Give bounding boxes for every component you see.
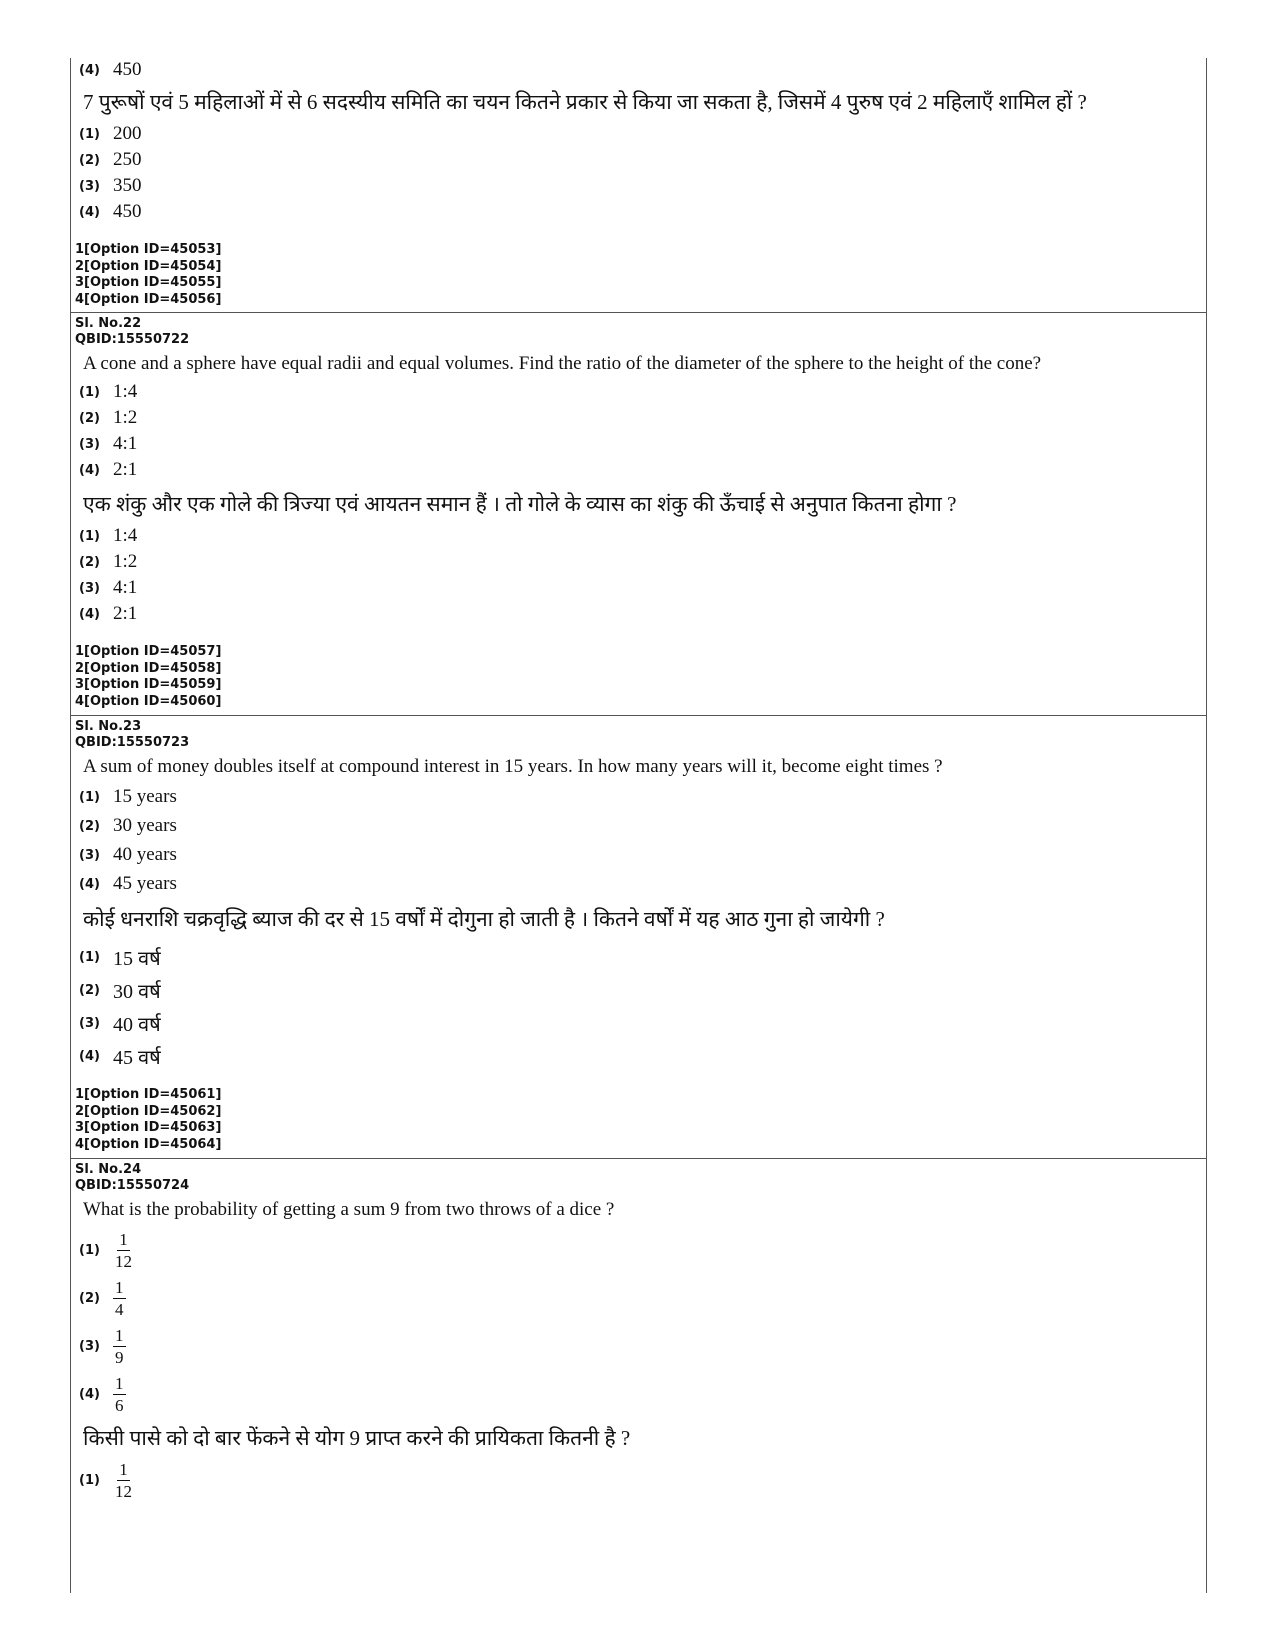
option-number: (2) (79, 410, 100, 426)
option-number: (1) (79, 384, 100, 400)
option-row (79, 1044, 161, 1068)
serial-number: Sl. No.22 (75, 316, 142, 331)
option-number: (3) (79, 847, 100, 863)
option-row (79, 814, 177, 838)
option-number: (2) (79, 152, 100, 168)
option-text: 1:4 (113, 525, 138, 546)
option-row (79, 1372, 126, 1416)
option-text: 1:2 (113, 407, 138, 428)
qbid: QBID:15550722 (75, 332, 190, 347)
option-text: 30 years (113, 815, 177, 836)
question-stem-english: A sum of money doubles itself at compound interest in 15 years. In how many years will it, become eight times ? (83, 756, 943, 777)
option-text: 2:1 (113, 603, 138, 624)
option-number: (1) (79, 528, 100, 544)
option-number: (2) (79, 1290, 100, 1306)
option-row (79, 380, 137, 404)
option-row (79, 1458, 134, 1502)
fraction-numerator: 1 (115, 1373, 124, 1393)
option-number: (4) (79, 62, 100, 78)
option-id: 3[Option ID=45063] (75, 1120, 222, 1135)
option-number: (3) (79, 436, 100, 452)
option-id: 1[Option ID=45061] (75, 1087, 222, 1102)
option-row (79, 200, 142, 224)
question-divider (71, 715, 1206, 716)
option-number: (1) (79, 789, 100, 805)
option-number: (4) (79, 204, 100, 220)
option-id: 1[Option ID=45053] (75, 242, 222, 257)
fraction (113, 1460, 134, 1501)
question-divider (71, 312, 1206, 313)
question-stem-hindi: किसी पासे को दो बार फेंकने से योग 9 प्राप्त करने की प्रायिकता कितनी है ? (83, 1426, 631, 1450)
option-number: (3) (79, 178, 100, 194)
option-id-list (75, 1087, 221, 1153)
option-text: 450 (113, 59, 142, 80)
option-row (79, 122, 142, 146)
option-number: (1) (79, 949, 100, 965)
question-paper-page (70, 58, 1207, 1593)
option-text: 45 वर्ष (113, 1046, 161, 1069)
fraction (113, 1374, 126, 1415)
option-id-list (75, 242, 221, 308)
option-text: 4:1 (113, 577, 138, 598)
option-row (79, 550, 137, 574)
serial-number: Sl. No.23 (75, 719, 142, 734)
option-number: (2) (79, 554, 100, 570)
option-row (79, 1276, 126, 1320)
option-text: 40 years (113, 844, 177, 865)
fraction-numerator: 1 (115, 1277, 124, 1297)
option-id: 1[Option ID=45057] (75, 644, 222, 659)
fraction-denominator: 4 (115, 1299, 124, 1319)
option-number: (4) (79, 876, 100, 892)
option-row (79, 1011, 161, 1035)
option-id: 2[Option ID=45058] (75, 660, 222, 676)
option-number: (3) (79, 580, 100, 596)
option-number: (1) (79, 1242, 100, 1258)
question-stem-hindi: एक शंकु और एक गोले की त्रिज्या एवं आयतन समान हैं । तो गोले के व्यास का शंकु की ऊँचाई से अनुपात कितना होगा ? (83, 492, 957, 516)
question-stem-hindi: 7 पुरूषों एवं 5 महिलाओं में से 6 सदस्यीय समिति का चयन कितने प्रकार से किया जा सकता है, जिसमें 4 पुरुष एवं 2 महिलाएँ शामिल हों ? (83, 90, 1087, 114)
option-row (79, 1324, 126, 1368)
option-id: 3[Option ID=45055] (75, 275, 222, 290)
option-text: 450 (113, 201, 142, 222)
option-row (79, 1228, 134, 1272)
option-id: 3[Option ID=45059] (75, 677, 222, 692)
option-text: 1:2 (113, 551, 138, 572)
fraction (113, 1326, 126, 1367)
option-row (79, 458, 137, 482)
option-number: (3) (79, 1015, 100, 1031)
option-number: (2) (79, 818, 100, 834)
fraction-denominator: 9 (115, 1347, 124, 1367)
option-number: (4) (79, 1386, 100, 1402)
serial-number: Sl. No.24 (75, 1162, 142, 1177)
option-row (79, 174, 142, 198)
option-text: 2:1 (113, 459, 138, 480)
option-text: 350 (113, 175, 142, 196)
fraction (113, 1278, 126, 1319)
option-id: 2[Option ID=45062] (75, 1103, 222, 1119)
option-row (79, 406, 137, 430)
option-row (79, 58, 142, 82)
option-id: 4[Option ID=45060] (75, 693, 222, 709)
option-row (79, 524, 137, 548)
fraction-denominator: 12 (115, 1481, 132, 1501)
option-number: (4) (79, 606, 100, 622)
fraction-numerator: 1 (119, 1459, 128, 1479)
option-row (79, 843, 177, 867)
option-id: 4[Option ID=45056] (75, 291, 222, 307)
option-id: 4[Option ID=45064] (75, 1136, 222, 1152)
option-text: 1:4 (113, 381, 138, 402)
option-text: 15 years (113, 786, 177, 807)
option-row (79, 978, 161, 1002)
option-id-list (75, 644, 221, 710)
option-number: (4) (79, 462, 100, 478)
fraction-numerator: 1 (119, 1229, 128, 1249)
option-row (79, 576, 137, 600)
question-stem-english: What is the probability of getting a sum 9 from two throws of a dice ? (83, 1199, 615, 1220)
qbid: QBID:15550723 (75, 735, 190, 750)
qbid: QBID:15550724 (75, 1178, 190, 1193)
option-number: (3) (79, 1338, 100, 1354)
option-text: 250 (113, 149, 142, 170)
option-text: 15 वर्ष (113, 947, 161, 970)
option-row (79, 872, 177, 896)
option-row (79, 785, 177, 809)
fraction (113, 1230, 134, 1271)
option-text: 200 (113, 123, 142, 144)
fraction-numerator: 1 (115, 1325, 124, 1345)
option-row (79, 945, 161, 969)
question-stem-english: A cone and a sphere have equal radii and equal volumes. Find the ratio of the diameter of the sphere to the height of the cone? (83, 353, 1042, 374)
option-number: (1) (79, 126, 100, 142)
fraction-denominator: 12 (115, 1251, 132, 1271)
option-text: 4:1 (113, 433, 138, 454)
option-row (79, 148, 142, 172)
option-row (79, 602, 137, 626)
option-id: 2[Option ID=45054] (75, 258, 222, 274)
option-number: (4) (79, 1048, 100, 1064)
question-stem-hindi: कोई धनराशि चक्रवृद्धि ब्याज की दर से 15 वर्षों में दोगुना हो जाती है । कितने वर्षों में यह आठ गुना हो जायेगी ? (83, 907, 885, 931)
option-text: 45 years (113, 873, 177, 894)
question-divider (71, 1158, 1206, 1159)
option-row (79, 432, 137, 456)
option-number: (2) (79, 982, 100, 998)
option-text: 40 वर्ष (113, 1013, 161, 1036)
option-number: (1) (79, 1472, 100, 1488)
fraction-denominator: 6 (115, 1395, 124, 1415)
option-text: 30 वर्ष (113, 980, 161, 1003)
